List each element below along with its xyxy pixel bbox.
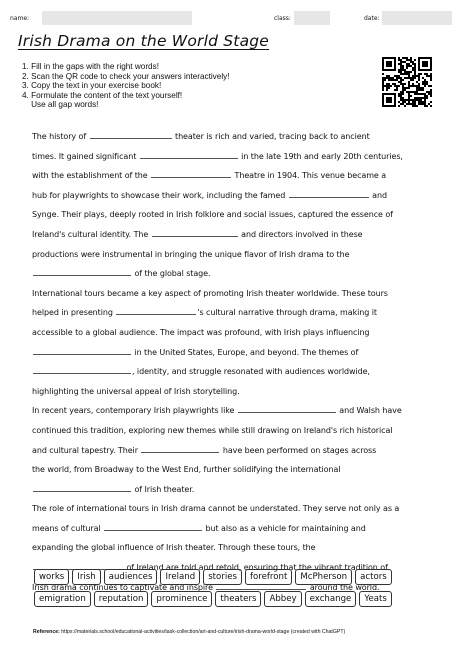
gap-blank[interactable] xyxy=(152,227,238,237)
word-chip[interactable]: reputation xyxy=(94,591,149,607)
text-segment: Synge. Their plays, deeply rooted in Irish folklore and social issues, captured the essence of xyxy=(32,210,393,220)
gap-blank[interactable] xyxy=(140,149,238,159)
text-segment: and directors involved in these xyxy=(238,229,363,239)
text-line xyxy=(32,284,432,304)
name-field[interactable] xyxy=(42,11,192,25)
text-line xyxy=(32,245,432,265)
word-chip[interactable]: stories xyxy=(203,569,242,585)
reference-label: Reference: xyxy=(33,629,60,635)
gap-blank[interactable] xyxy=(104,521,202,531)
gap-blank[interactable] xyxy=(33,345,131,355)
text-segment: and cultural tapestry. Their xyxy=(32,445,141,455)
word-chip[interactable]: emigration xyxy=(34,591,91,607)
text-segment: in the United States, Europe, and beyond. The themes of xyxy=(132,347,359,357)
word-chip[interactable]: Ireland xyxy=(160,569,200,585)
word-chip[interactable]: McPherson xyxy=(295,569,352,585)
text-segment: and Walsh have xyxy=(336,406,402,416)
text-segment: with the establishment of the xyxy=(32,171,151,181)
reference-text: https://materials.school/educational-activities/task-collection/art-and-culture/irish-drama-world-stage (created with ChatGPT) xyxy=(59,629,346,635)
text-segment: Irish drama continues to captivate and inspire xyxy=(32,582,216,592)
text-segment: of Irish theater. xyxy=(132,484,195,494)
text-line xyxy=(32,225,432,245)
text-segment: means of cultural xyxy=(32,523,104,533)
gap-blank[interactable] xyxy=(33,364,131,374)
text-line xyxy=(32,205,432,225)
text-segment: International tours became a key aspect of promoting Irish theater worldwide. These tours xyxy=(32,288,388,298)
text-line xyxy=(32,421,432,441)
gap-blank[interactable] xyxy=(151,168,231,178)
text-segment: helped in presenting xyxy=(32,308,116,318)
word-bank xyxy=(34,569,434,613)
instruction-1: 1. Fill in the gaps with the right words! xyxy=(22,62,159,71)
text-segment: around the world. xyxy=(307,582,380,592)
word-chip[interactable]: actors xyxy=(355,569,392,585)
text-line xyxy=(32,264,432,284)
text-segment: times. It gained significant xyxy=(32,151,139,161)
date-field[interactable] xyxy=(382,11,452,25)
date-label: date: xyxy=(364,15,380,22)
text-line xyxy=(32,538,432,558)
text-line xyxy=(32,362,432,382)
text-line xyxy=(32,166,432,186)
instructions xyxy=(22,62,230,110)
instruction-3: 3. Copy the text in your exercise book! xyxy=(22,81,162,91)
page-title: Irish Drama on the World Stage xyxy=(18,32,270,50)
word-chip[interactable]: works xyxy=(34,569,69,585)
gap-blank[interactable] xyxy=(141,443,219,453)
text-segment: The history of xyxy=(32,132,89,141)
text-segment: continued this tradition, exploring new themes while still drawing on Ireland's rich historical xyxy=(32,425,393,435)
text-segment: the world, from Broadway to the West End, further solidifying the international xyxy=(32,465,341,475)
instruction-2: 2. Scan the QR code to check your answers interactively! xyxy=(22,71,230,81)
gap-blank[interactable] xyxy=(238,403,336,413)
gap-blank[interactable] xyxy=(33,482,131,492)
text-segment: but also as a vehicle for maintaining and xyxy=(203,523,366,533)
text-segment: of the global stage. xyxy=(132,269,211,279)
text-line xyxy=(32,186,432,206)
text-segment: expanding the global influence of Irish theater. Through these tours, the xyxy=(32,543,316,553)
text-segment: highlighting the universal appeal of Irish storytelling. xyxy=(32,386,240,396)
word-chip[interactable]: prominence xyxy=(151,591,212,607)
class-field[interactable] xyxy=(294,11,330,25)
text-segment: In recent years, contemporary Irish playwrights like xyxy=(32,406,237,416)
text-segment: of Ireland are told and retold, ensuring that the vibrant tradition of xyxy=(124,563,388,573)
word-chip[interactable]: theaters xyxy=(215,591,261,607)
reference xyxy=(33,629,345,635)
word-chip[interactable]: audiences xyxy=(104,569,158,585)
text-line xyxy=(32,147,432,167)
word-chip[interactable]: Irish xyxy=(72,569,100,585)
instruction-4: 4. Formulate the content of the text yourself! xyxy=(22,90,183,100)
text-line xyxy=(32,303,432,323)
gap-blank[interactable] xyxy=(90,129,172,139)
gap-text xyxy=(32,127,432,597)
word-chip[interactable]: Yeats xyxy=(359,591,392,607)
header-bar xyxy=(8,11,452,27)
instruction-4-cont: Use all gap words! xyxy=(22,100,99,110)
qr-code-icon[interactable] xyxy=(382,57,432,107)
text-line xyxy=(32,499,432,519)
gap-blank[interactable] xyxy=(33,266,131,276)
word-bank-row xyxy=(34,591,434,607)
text-segment: hub for playwrights to showcase their work, including the famed xyxy=(32,190,288,200)
text-segment: have been performed on stages across xyxy=(220,445,377,455)
text-segment: theater is rich and varied, tracing back to ancient xyxy=(172,132,370,141)
text-line xyxy=(32,323,432,343)
word-bank-row xyxy=(34,569,434,585)
text-segment: Ireland's cultural identity. The xyxy=(32,229,151,239)
text-segment: , identity, and struggle resonated with audiences worldwide, xyxy=(132,367,370,377)
text-segment: productions were instrumental in bringing the unique flavor of Irish drama to the xyxy=(32,249,350,259)
word-chip[interactable]: exchange xyxy=(305,591,357,607)
text-line xyxy=(32,519,432,539)
text-line xyxy=(32,460,432,480)
text-segment: The role of international tours in Irish drama cannot be understated. They serve not only as a xyxy=(32,504,400,514)
text-segment: Theatre in 1904. This venue became a xyxy=(232,171,387,181)
text-line xyxy=(32,382,432,402)
text-line xyxy=(32,401,432,421)
text-line xyxy=(32,441,432,461)
class-label: class: xyxy=(274,15,291,22)
text-segment: and xyxy=(369,190,387,200)
word-chip[interactable]: Abbey xyxy=(264,591,301,607)
text-line xyxy=(32,343,432,363)
gap-blank[interactable] xyxy=(116,305,196,315)
name-label: name: xyxy=(10,15,30,22)
text-line xyxy=(32,480,432,500)
text-segment: 's cultural narrative through drama, making it xyxy=(197,308,377,318)
word-chip[interactable]: forefront xyxy=(245,569,292,585)
text-segment: in the late 19th and early 20th centuries, xyxy=(238,151,403,161)
gap-blank[interactable] xyxy=(289,188,369,198)
text-line xyxy=(32,127,432,147)
text-segment: accessible to a global audience. The impact was profound, with Irish plays influencing xyxy=(32,327,370,337)
